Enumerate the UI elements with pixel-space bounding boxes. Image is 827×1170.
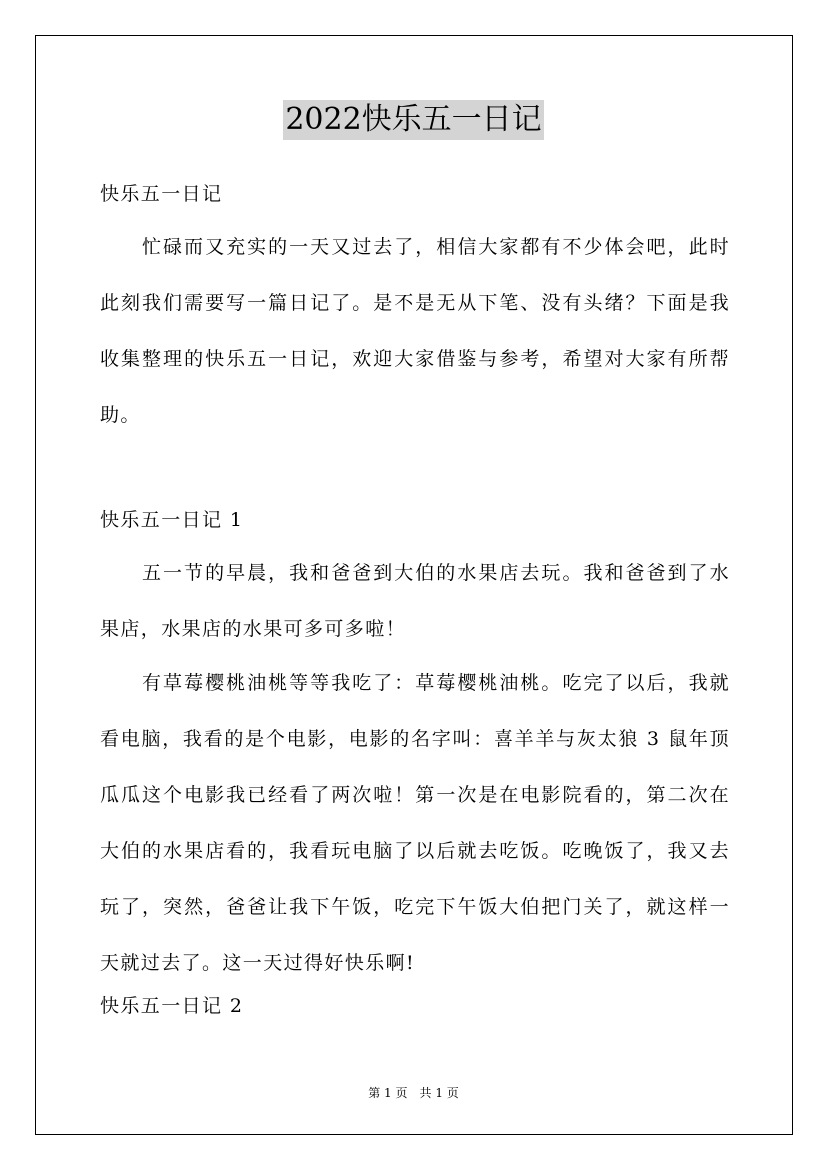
diary-1-paragraph-1: 五一节的早晨，我和爸爸到大伯的水果店去玩。我和爸爸到了水果店，水果店的水果可多可多啦！ <box>100 562 730 640</box>
section-heading-diary-1: 快乐五一日记 1 <box>100 509 244 531</box>
document-title: 2022快乐五一日记 <box>283 100 543 140</box>
section-heading-intro: 快乐五一日记 <box>100 183 223 205</box>
page-footer: 第 1 页 共 1 页 <box>368 1086 459 1100</box>
section-heading-diary-2: 快乐五一日记 2 <box>100 995 244 1017</box>
title-container <box>0 100 827 140</box>
intro-paragraph: 忙碌而又充实的一天又过去了，相信大家都有不少体会吧，此时此刻我们需要写一篇日记了。是不是无从下笔、没有头绪？下面是我收集整理的快乐五一日记，欢迎大家借鉴与参考，希望对大家有所帮助。 <box>100 236 730 426</box>
diary-1-paragraph-2: 有草莓樱桃油桃等等我吃了：草莓樱桃油桃。吃完了以后，我就看电脑，我看的是个电影，电影的名字叫：喜羊羊与灰太狼 3 鼠年顶瓜瓜这个电影我已经看了两次啦！第一次是在电影院看的，第二次在大伯的水果店看的，我看玩电脑了以后就去吃饭。吃晚饭了，我又去玩了，突然，爸爸让我下午饭，吃完下午饭大伯把门关了，就这样一天就过去了。这一天过得好快乐啊! <box>100 672 730 974</box>
